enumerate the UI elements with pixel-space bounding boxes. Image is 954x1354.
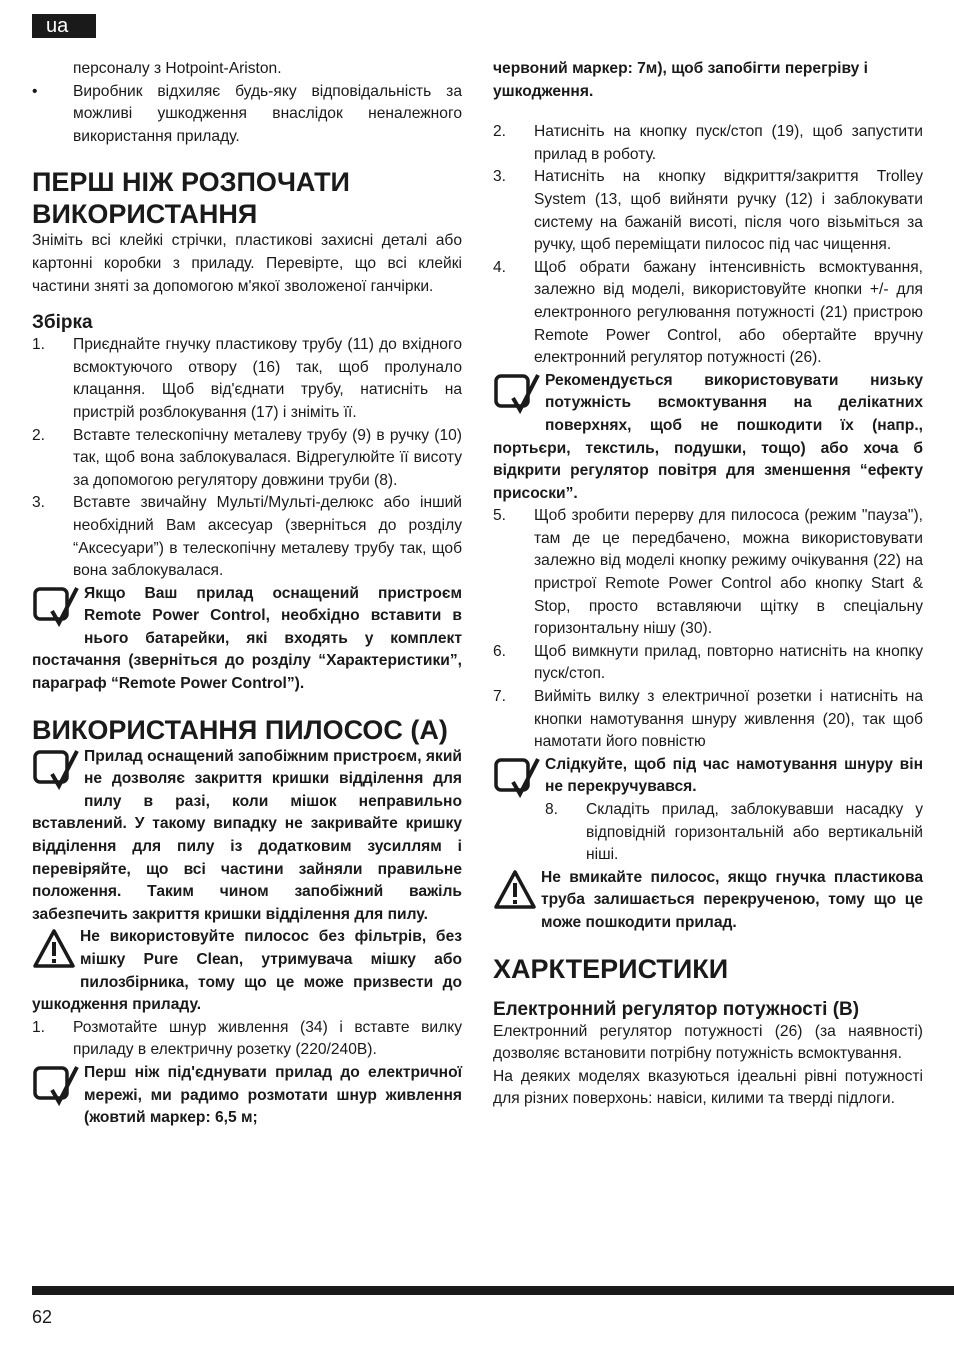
paragraph: Електронний регулятор потужності (26) (за наявності) дозволяє встановити потрібну потужність всмоктування.	[493, 1022, 923, 1063]
page-number: 62	[32, 1307, 53, 1327]
note-block	[32, 746, 462, 927]
list-number: 7.	[493, 688, 507, 706]
warning-text: Не вмикайте пилосос, якщо гнучка пластикова труба залишається перекрученою, тому що це може пошкодити прилад.	[541, 868, 923, 931]
usage-list	[493, 121, 923, 370]
language-tab	[32, 14, 96, 38]
warning-text: Не використовуйте пилосос без фільтрів, без мішку Pure Clean, утримувача мішку або пилозбірника, тому що це може призвести до ушкодження приладу.	[32, 928, 462, 1014]
note-text: Якщо Ваш прилад оснащений пристроєм Remote Power Control, необхідно вставити в нього батарейки, які входять у комплект постачання (зверніться до розділу “Характеристики”, параграф “Remote Power Control”).	[32, 584, 462, 693]
list-text: Складіть прилад, заблокувавши насадку у відповідній горизонтальній або вертикальній ніші.	[586, 801, 923, 864]
bullet-mark: •	[32, 82, 38, 100]
note-text: Прилад оснащений запобіжним пристроєм, який не дозволяє закриття кришки відділення для пилу в разі, коли мішок неправильно вставлений. У такому випадку не закривайте кришку відділення для пилу із додатковим зусиллям і перевіряйте, що всі частини зайняли правильне положення. Таким чином запобіжний важіль забезпечить закриття кришки відділення для пилу.	[32, 747, 462, 923]
list-number: 1.	[32, 1018, 46, 1036]
paragraph: Виробник відхиляє будь-яку відповідальність за можливі ушкодження внаслідок неналежного використання приладу.	[73, 82, 462, 145]
note-text: Перш ніж під'єднувати прилад до електричної мережі, ми радимо розмотати шнур живлення (жовтий маркер: 6,5 м;	[84, 1063, 462, 1127]
list-number: 3.	[493, 168, 507, 186]
section-heading-before-use: ПЕРШ НІЖ РОЗПОЧАТИ ВИКОРИСТАННЯ	[32, 167, 350, 230]
list-number: 1.	[32, 336, 46, 354]
list-number: 6.	[493, 642, 507, 660]
warning-block	[32, 926, 462, 1016]
checkmark-note-icon	[32, 748, 80, 792]
list-item	[32, 334, 462, 424]
note-text: Рекомендується використовувати низьку потужність всмоктування на делікатних поверхнях, щоб не пошкодити їх (напр., портьєри, текстиль, подушки, тощо) або хоча б відкрити регулятор повітря для зменшення “ефекту присоски”.	[493, 371, 923, 502]
list-item	[493, 686, 923, 754]
note-block	[32, 1062, 462, 1130]
list-number: 5.	[493, 507, 507, 525]
note-block	[493, 754, 923, 799]
list-item	[493, 641, 923, 686]
list-text: Щоб зробити перерву для пилососа (режим "пауза"), там де це передбачено, можна використовувати залежно від моделі кнопку режиму очікування (22) на пристрої Remote Power Control або кнопку Start & Stop, просто вставляючи щітку в спеціальну горизонтальну нішу (30).	[534, 507, 923, 638]
list-item	[32, 1017, 462, 1062]
assembly-list	[32, 334, 462, 583]
list-text: Натисніть на кнопку пуск/стоп (19), щоб запустити прилад в роботу.	[534, 123, 923, 163]
list-text: Щоб обрати бажану інтенсивність всмоктування, залежно від моделі, використовуйте кнопки +/- для електронного регулювання потужності (21) пристрою Remote Power Control, або обертайте вручну електронний регулятор потужності (26).	[534, 258, 923, 367]
list-text: Приєднайте гнучку пластикову трубу (11) до вхідного всмоктуючого отвору (16) так, щоб пролунало клацання. Щоб від'єднати трубу, натисніть на пристрій розблокування (17) і зніміть її.	[73, 336, 462, 421]
subheading-regulator: Електронний регулятор потужності (B)	[493, 998, 860, 1020]
list-text: Вставте телескопічну металеву трубу (9) в ручку (10) так, щоб вона заблокувалася. Відрегулюйте її висоту за допомогою регулятору довжини труби (8).	[73, 426, 462, 489]
list-number: 2.	[493, 123, 507, 141]
checkmark-note-icon	[493, 372, 541, 416]
subheading-assembly: Збірка	[32, 312, 93, 334]
list-text: Натисніть на кнопку відкриття/закриття Trolley System (13, щоб вийняти ручку (12) і заблокувати систему на бажаній висоті, після чого візьміться за ручку, щоб переміщати пилосос під час чищення.	[534, 168, 923, 254]
footer-rule	[32, 1286, 954, 1295]
bullet-item	[32, 81, 462, 149]
paragraph: На деяких моделях вказуються ідеальні рівні потужності для різних поверхонь: навіси, килими та тверді підлоги.	[493, 1067, 923, 1108]
list-item	[545, 799, 923, 867]
paragraph: Зніміть всі клейкі стрічки, пластикові захисні деталі або картонні коробки з приладу. Перевірте, що всі клейкі частини зняті за допомогою м'якої зволоженої ганчірки.	[32, 232, 462, 295]
warning-block	[493, 867, 923, 935]
section-heading-characteristics: ХАРКТЕРИСТИКИ	[493, 953, 729, 984]
usage-list	[493, 505, 923, 754]
list-item	[493, 257, 923, 370]
list-text: Розмотайте шнур живлення (34) і вставте вилку приладу в електричну розетку (220/240В).	[73, 1018, 462, 1059]
list-number: 3.	[32, 494, 46, 512]
note-block	[32, 583, 462, 696]
note-text: Слідкуйте, щоб під час намотування шнуру він не перекручувався.	[545, 755, 923, 796]
list-item	[32, 425, 462, 493]
list-item	[32, 492, 462, 582]
list-number: 2.	[32, 426, 46, 444]
list-item	[32, 58, 462, 81]
warning-icon	[32, 928, 76, 972]
left-column	[32, 58, 462, 1130]
note-block	[493, 370, 923, 506]
section-heading-use: ВИКОРИСТАННЯ ПИЛОСОС (А)	[32, 714, 448, 745]
list-text: Вийміть вилку з електричної розетки і натисніть на кнопки намотування шнуру живлення (20), так щоб намотати його повністю	[534, 688, 923, 751]
list-item	[493, 505, 923, 641]
list-item	[493, 121, 923, 166]
list-text: Щоб вимкнути прилад, повторно натисніть на кнопку пуск/стоп.	[534, 642, 923, 683]
language-code: ua	[46, 15, 69, 37]
paragraph: персоналу з Hotpoint-Ariston.	[73, 60, 282, 77]
list-number: 4.	[493, 258, 507, 276]
checkmark-note-icon	[32, 585, 80, 629]
note-continuation: червоний маркер: 7м), щоб запобігти перегріву і ушкодження.	[493, 60, 868, 100]
checkmark-note-icon	[493, 756, 541, 800]
right-column	[493, 58, 923, 1111]
list-number: 8.	[545, 801, 559, 818]
list-item	[493, 166, 923, 256]
list-text: Вставте звичайну Мульті/Мульті-делюкс або інший необхідний Вам аксесуар (зверніться до розділу “Аксесуари”) в телескопічну металеву трубу так, щоб вона заблокувалася.	[73, 494, 462, 580]
checkmark-note-icon	[32, 1064, 80, 1108]
warning-icon	[493, 869, 537, 913]
